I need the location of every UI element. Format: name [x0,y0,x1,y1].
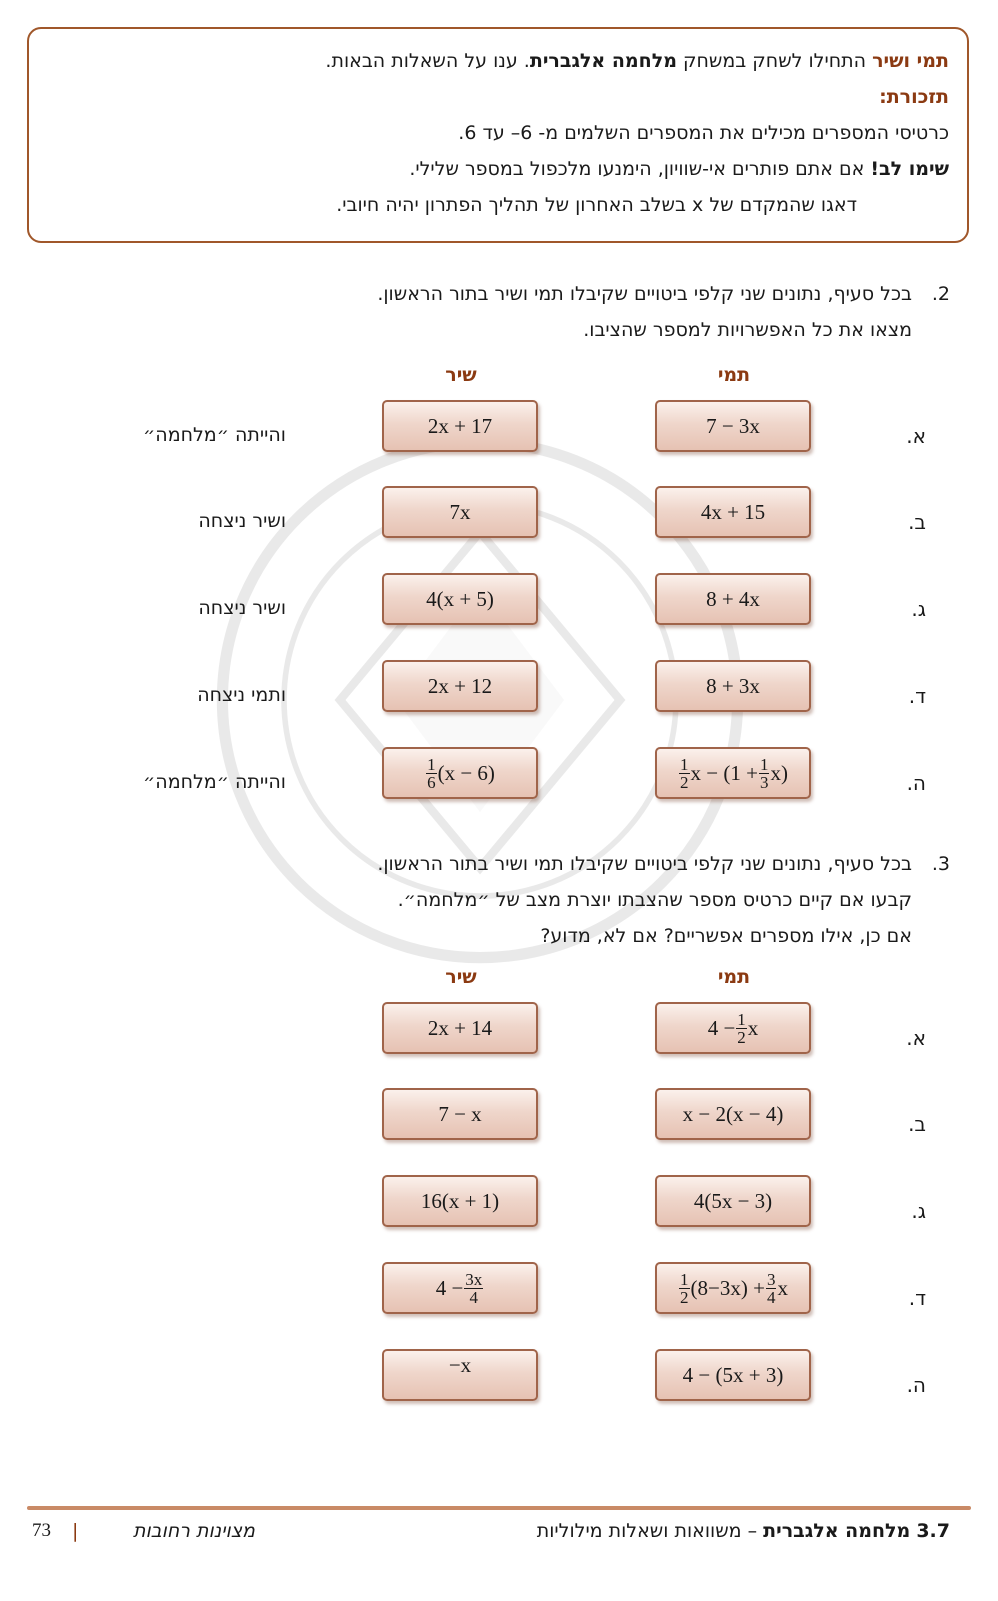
q3-col-tami: תמי [717,966,751,988]
q3-card-shir-d [382,1262,538,1314]
q2-card-shir-a: 2x + 17 [382,400,538,452]
reminder-title: תזכורת: [879,86,949,108]
fraction [679,756,690,791]
chapter-title [537,1520,950,1542]
footer-divider [27,1506,971,1510]
numerator: 3 [766,1269,776,1289]
word-and: ו [903,50,917,72]
q3-label-a: א. [906,1026,926,1050]
q2-label-d: ד. [908,684,926,708]
numerator: 1 [759,754,769,774]
q2-card-shir-b: 7x [382,486,538,538]
q2-card-tami-c: 8 + 4x [655,573,811,625]
denominator: 2 [680,772,689,792]
q2-label-b: ב. [908,510,926,534]
fraction [759,756,770,791]
q3-line-3 [540,918,950,954]
q2-col-tami: תמי [717,364,751,386]
coefficient-note: דאגו שהמקדם של x בשלב האחרון של תהליך הפתרון יהיה חיובי. [336,194,857,216]
intro-line-1 [47,43,949,79]
q2-label-c: ג. [911,597,926,621]
fraction [766,1271,777,1306]
q2-line-1 [377,276,950,312]
expr-part: x) [770,760,788,785]
q2-number: 2. [931,283,950,305]
numerator: 1 [427,754,436,774]
intro-text-1: התחילו לשחק במשחק [676,50,873,72]
denominator: 3 [759,772,769,792]
expr-part: x − (1 + [690,760,758,785]
attention-label: שימו לב! [870,158,949,180]
denominator: 2 [737,1027,746,1047]
q3-card-shir-a: 2x + 14 [382,1002,538,1054]
q2-outcome-e: והייתה ״מלחמה״ [143,771,286,793]
q2-card-shir-d: 2x + 12 [382,660,538,712]
q3-card-tami-e: 4 − (5x + 3) [655,1349,811,1401]
q2-outcome-c: ושיר ניצחה [198,597,286,619]
q2-card-tami-b: 4x + 15 [655,486,811,538]
q2-label-a: א. [906,424,926,448]
q3-label-b: ב. [908,1112,926,1136]
q3-text-1: בכל סעיף, נתונים שני קלפי ביטויים שקיבלו תמי ושיר בתור הראשון. [377,853,912,875]
chapter-subtitle: – משוואות ושאלות מילוליות [536,1520,764,1542]
chapter-number: 3.7 [916,1520,950,1542]
q2-card-tami-d: 8 + 3x [655,660,811,712]
denominator: 4 [469,1287,479,1307]
name-tami: תמי [916,50,949,72]
q2-card-shir-c: 4(x + 5) [382,573,538,625]
q3-card-tami-a [655,1002,811,1054]
expr-part: x [777,1275,788,1300]
denominator: 6 [427,772,436,792]
q2-card-shir-e [382,747,538,799]
q2-line-2 [583,312,950,348]
intro-box [27,27,969,243]
q3-col-shir: שיר [445,966,477,988]
numerator: 1 [737,1009,746,1029]
q2-col-shir: שיר [445,364,477,386]
q2-card-tami-e [655,747,811,799]
expr-part: (8−3x) + [690,1275,765,1300]
series-title: מצוינות רחובות [133,1520,255,1542]
expr-part: x [747,1015,759,1040]
q3-label-e: ה. [906,1373,926,1397]
q2-outcome-a: והייתה ״מלחמה״ [143,424,286,446]
fraction [736,1011,747,1046]
fraction [679,1271,690,1306]
q3-label-c: ג. [911,1199,926,1223]
attention-text: אם אתם פותרים אי-שוויון, הימנעו מלכפול במספר שלילי. [409,158,871,180]
denominator: 4 [766,1287,776,1307]
numerator: 1 [680,1269,689,1289]
q3-card-tami-c: 4(5x − 3) [655,1175,811,1227]
intro-text-2: . ענו על השאלות הבאות. [325,50,530,72]
q3-line-2 [398,882,950,918]
q2-text-1: בכל סעיף, נתונים שני קלפי ביטויים שקיבלו תמי ושיר בתור הראשון. [377,283,912,305]
attention-line [47,151,949,187]
numerator: 1 [680,754,689,774]
fraction [464,1271,483,1306]
q3-card-shir-e: −x [382,1349,538,1401]
q2-outcome-d: ותמי ניצחה [197,684,286,706]
denominator: 2 [680,1287,689,1307]
fraction [426,756,437,791]
q3-text-2: קבעו אם קיים כרטיס מספר שהצבתו יוצרת מצב של ״מלחמה״. [397,889,912,911]
numerator: 3x [465,1269,483,1289]
page-number: 73 [32,1520,51,1541]
q3-card-shir-c: 16(x + 1) [382,1175,538,1227]
chapter-name: מלחמה אלגברית [763,1520,911,1542]
q2-text-2: מצאו את כל האפשרויות למספר שהציבו. [583,319,912,341]
q3-text-3: אם כן, אילו מספרים אפשריים? אם לא, מדוע? [540,925,912,947]
q2-label-e: ה. [906,771,926,795]
footer-separator: | [72,1520,79,1542]
game-name: מלחמה אלגברית [529,50,677,72]
name-shir: שיר [872,50,904,72]
reminder-text: כרטיסי המספרים מכילים את המספרים השלמים מ- 6– עד 6. [458,122,949,144]
q3-card-shir-b: 7 − x [382,1088,538,1140]
q3-card-tami-b: x − 2(x − 4) [655,1088,811,1140]
q3-label-d: ד. [908,1286,926,1310]
q3-number: 3. [931,853,950,875]
q3-card-tami-d [655,1262,811,1314]
q2-card-tami-a: 7 − 3x [655,400,811,452]
q3-line-1 [377,846,950,882]
expr-part: 4 − [707,1015,736,1040]
q2-outcome-b: ושיר ניצחה [198,510,286,532]
expr-part: 4 − [435,1275,464,1300]
expr-part: (x − 6) [437,760,495,785]
